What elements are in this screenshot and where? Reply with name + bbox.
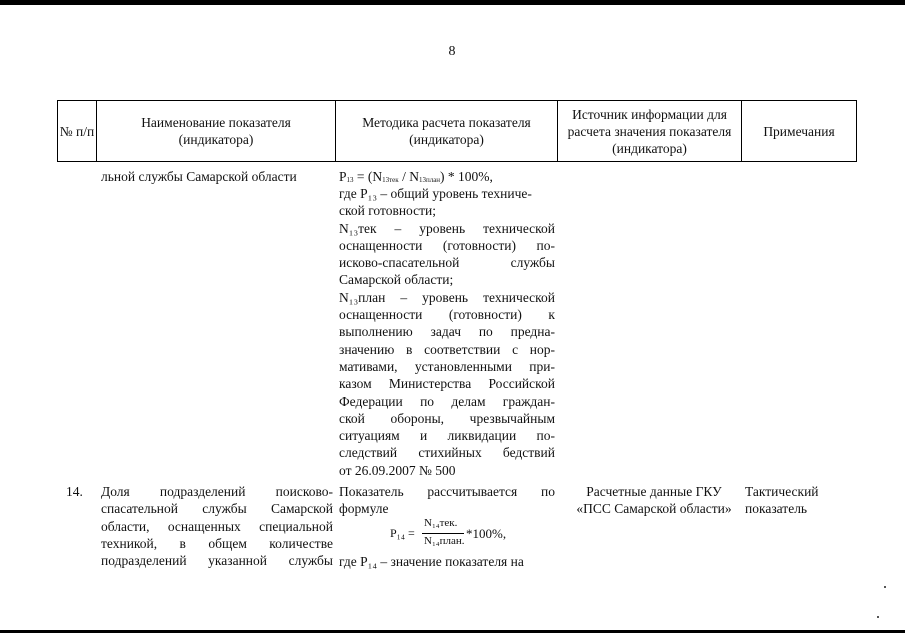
indicator-name-line: Доля подразделений поисково- <box>101 484 333 499</box>
method-line: где P₁₃ – общий уровень техниче- <box>339 186 532 201</box>
scan-speck <box>884 586 886 588</box>
method-line: Показатель рассчитывается по <box>339 484 555 499</box>
header-source: Источник информации для расчета значения показателя (индикатора) <box>567 106 732 156</box>
method-line: N₁₃план – уровень технической <box>339 289 555 305</box>
indicator-name-14 <box>101 483 333 569</box>
source-14 <box>564 483 744 518</box>
method-after-formula: где P₁₄ – значение показателя на <box>339 554 524 569</box>
header-bottom-line <box>57 161 857 162</box>
method-description-14 <box>339 483 555 518</box>
method-line: Федерации по делам граждан- <box>339 393 555 409</box>
indicator-name-line: подразделений указанной службы <box>101 553 333 569</box>
formula-p14 <box>390 516 540 552</box>
row-number-14: 14. <box>66 484 83 499</box>
method-line: следствий стихийных бедствий <box>339 445 555 461</box>
bottom-border-rule <box>0 630 905 633</box>
note-line: показатель <box>745 501 808 517</box>
method-line: мативами, установленными при- <box>339 358 555 374</box>
method-line: выполнению задач по предна- <box>339 324 555 340</box>
method-line: казом Министерства Российской <box>339 376 555 392</box>
method-line: от 26.09.2007 № 500 <box>339 462 456 478</box>
header-note: Примечания <box>763 123 835 139</box>
formula-lhs: P₁₄ = <box>390 526 415 540</box>
formula-p13: P13 = (N13тек / N13план) * 100%, <box>339 169 493 184</box>
formula-denominator: N₁₄план. <box>424 535 465 547</box>
source-line: Расчетные данные ГКУ <box>586 484 722 499</box>
method-line: ской обороны, чрезвычайным <box>339 410 555 426</box>
header-name: Наименование показателя (индикатора) <box>141 115 291 147</box>
method-line: оснащенности (готовности) к <box>339 307 555 323</box>
source-line: «ПСС Самарской области» <box>576 501 732 517</box>
method-line: исково-спасательной службы <box>339 255 555 271</box>
page-number: 8 <box>448 44 456 59</box>
method-line: Самарской области; <box>339 272 454 288</box>
method-line: ситуациям и ликвидации по- <box>339 428 555 444</box>
fraction-bar <box>422 533 464 534</box>
method-description-p13 <box>339 185 555 479</box>
formula-numerator: N₁₄тек. <box>424 517 458 529</box>
scan-speck <box>877 616 879 618</box>
method-line: оснащенности (готовности) по- <box>339 237 555 253</box>
method-line: N₁₃тек – уровень технической <box>339 220 555 236</box>
indicator-name-line: техникой, в общем количестве <box>101 535 333 551</box>
formula-tail: *100%, <box>466 526 507 541</box>
header-method: Методика расчета показателя (индикатора) <box>362 115 531 147</box>
method-line: формуле <box>339 501 389 517</box>
col-divider <box>856 100 857 162</box>
indicator-name-continuation: льной службы Самарской области <box>101 169 297 184</box>
note-14 <box>745 483 855 518</box>
indicator-name-line: спасательной службы Самарской <box>101 501 333 517</box>
header-num: № п/п <box>59 123 95 139</box>
note-line: Тактический <box>745 484 819 499</box>
method-line: ской готовности; <box>339 203 437 219</box>
top-border-rule <box>0 0 905 5</box>
method-line: значению в соответствии с нор- <box>339 341 555 357</box>
indicator-name-line: области, оснащенных специальной <box>101 518 333 534</box>
